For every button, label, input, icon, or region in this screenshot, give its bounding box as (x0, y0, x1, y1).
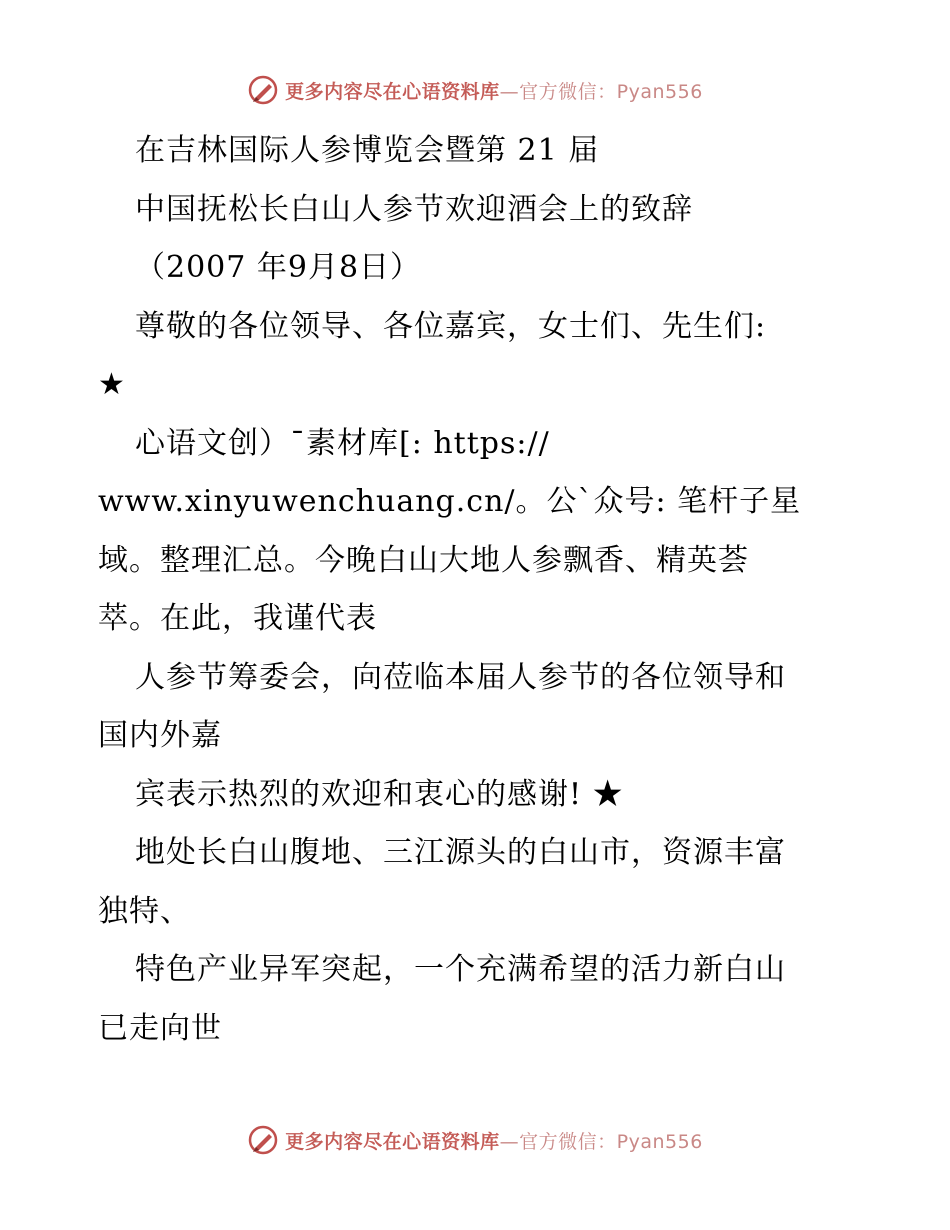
pen-logo-icon (247, 74, 279, 106)
paragraph-line: 人参节筹委会，向莅临本届人参节的各位领导和 (135, 659, 786, 695)
header-watermark-text: 更多内容尽在心语资料库—官方微信：Pyan556 (285, 80, 703, 103)
paragraph-line: 国内外嘉 (98, 718, 222, 753)
salutation-line: 尊敬的各位领导、各位嘉宾，女士们、先生们: (135, 308, 767, 344)
footer-watermark-text: 更多内容尽在心语资料库—官方微信：Pyan556 (285, 1130, 703, 1153)
paragraph-line: 心语文创）¯素材库[: https:// (135, 425, 550, 461)
title-line-1: 在吉林国际人参博览会暨第 21 届 (135, 133, 600, 168)
paragraph-line: 域。整理汇总。今晚白山大地人参飘香、精英荟 (98, 542, 749, 578)
paragraph-line: 已走向世 (98, 1010, 222, 1046)
footer-watermark (0, 1120, 950, 1160)
title-line-2: 中国抚松长白山人参节欢迎酒会上的致辞 (135, 191, 693, 227)
header-watermark (0, 70, 950, 110)
paragraph-line: 宾表示热烈的欢迎和衷心的感谢! ★ (135, 776, 624, 812)
paragraph-line: 地处长白山腹地、三江源头的白山市，资源丰富 (135, 835, 786, 870)
document-body (98, 122, 858, 1058)
paragraph-line: 萃。在此，我谨代表 (98, 601, 377, 636)
paragraph-line: 特色产业异军突起，一个充满希望的活力新白山 (135, 952, 786, 987)
pen-logo-icon (247, 1124, 279, 1156)
star-line: ★ (98, 367, 126, 402)
paragraph-line: 独特、 (98, 893, 191, 929)
paragraph-line: www.xinyuwenchuang.cn/。公`众号: 笔杆子星 (98, 484, 802, 519)
date-line: （2007 年9月8日） (135, 250, 422, 285)
